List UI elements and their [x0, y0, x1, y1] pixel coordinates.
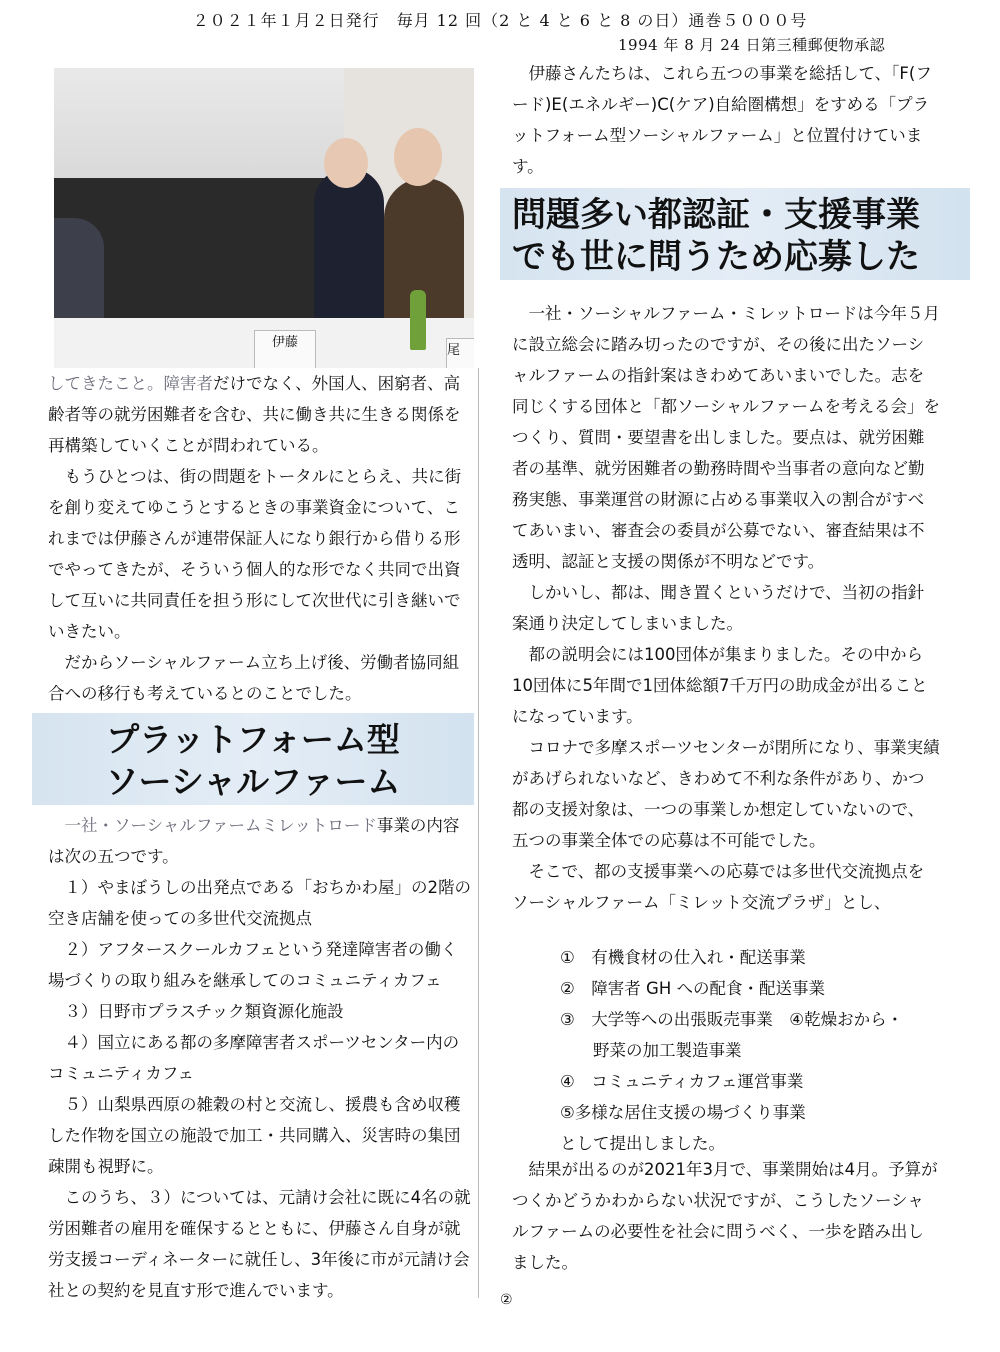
- photo-interpreter-head: [324, 138, 368, 188]
- left-paragraph-1-highlight: してきたこと。障害者: [48, 374, 213, 393]
- left-paragraph-4-text: 事業の内容は次の五つです。: [48, 816, 460, 866]
- photo-interpreter: [314, 168, 384, 338]
- business-item-4: ４）国立にある都の多摩障害者スポーツセンター内のコミュニティカフェ: [48, 1033, 460, 1083]
- right-paragraph-4: 都の説明会には100団体が集まりました。その中から10団体に5年間で1団体総額7千万円の助成金が出ることになっています。: [512, 645, 928, 726]
- meeting-photo: [54, 68, 474, 368]
- right-paragraph-3: しかいし、都は、聞き置くというだけで、当初の指針案通り決定してしまいました。: [512, 583, 925, 633]
- application-list-item: ⑤多様な居住支援の場づくり事業: [560, 1103, 806, 1122]
- column-divider: [478, 368, 479, 1298]
- left-paragraph-3: だからソーシャルファーム立ち上げ後、労働者協同組合への移行も考えているとのことでした。: [48, 653, 460, 703]
- business-item-1: １）やまぼうしの出発点である「おちかわ屋」の2階の空き店舗を使っての多世代交流拠点: [48, 878, 471, 928]
- right-paragraph-1: 伊藤さんたちは、これら五つの事業を総括して、「F(フード)E(エネルギー)C(ケア)自給圏構想」をすめる「プラットフォーム型ソーシャルファーム」と位置付けています。: [512, 64, 932, 176]
- issue-line: ２０２１年１月２日発行 毎月 12 回（2 と 4 と 6 と 8 の日）通巻５０００号: [192, 11, 808, 30]
- left-column: [48, 368, 472, 709]
- right-column-middle: [512, 298, 940, 918]
- section-heading-platform-line2: ソーシャルファーム: [105, 762, 401, 801]
- right-paragraph-6: そこで、都の支援事業への応募では多世代交流拠点をソーシャルファーム「ミレット交流プラザ」とし、: [512, 862, 925, 912]
- business-item-2: ２）アフタースクールカフェという発達障害者の働く場づくりの取り組みを継承してのコミュニティカフェ: [48, 940, 458, 990]
- photo-speaker-head: [394, 128, 442, 186]
- left-paragraph-1: [48, 368, 472, 461]
- photo-name-card-left: 伊藤: [254, 330, 316, 368]
- section-heading-certification-line1: 問題多い都認証・支援事業: [512, 195, 920, 235]
- page-number: ②: [500, 1292, 513, 1308]
- application-list-item: ② 障害者 GH への配食・配送事業: [560, 979, 825, 998]
- business-item-5: ５）山梨県西原の雑穀の村と交流し、援農も含め収穫した作物を国立の施設で加工・共同購入、災害時の集団疎開も視野に。: [48, 1095, 461, 1176]
- left-paragraph-4-highlight: 一社・ソーシャルファームミレットロード: [64, 816, 377, 835]
- right-paragraph-2: 一社・ソーシャルファーム・ミレットロードは今年５月に設立総会に踏み切ったのですが、その後に出たソーシャルファームの指針案はきわめてあいまいでした。志を同じくする団体と「都ソーシャルファームを考える会」をつくり、質問・要望書を出しました。要点は、就労困難者の基準、就労困難者の勤務時間や当事者の意向など勤務実態、事業運営の財源に占める事業収入の割合がすべてあいまい、審査会の委員が公募でない、審査結果は不透明、認証と支援の関係が不明などです。: [512, 304, 941, 571]
- business-item-3: ３）日野市プラスチック類資源化施設: [64, 1002, 344, 1021]
- application-list: [560, 942, 940, 1159]
- section-heading-platform-line1: プラットフォーム型: [106, 720, 400, 759]
- left-column-lower: [48, 810, 472, 1306]
- photo-bottle: [410, 290, 426, 350]
- section-heading-certification-line2: でも世に問うため応募した: [512, 237, 920, 277]
- right-paragraph-7: 結果が出るのが2021年3月で、事業開始は4月。予算がつくかどうかわからない状況ですが、こうしたソーシャルファームの必要性を社会に問うべく、一歩を踏み出しました。: [512, 1160, 938, 1272]
- left-paragraph-4: [48, 810, 472, 872]
- right-paragraph-5: コロナで多摩スポーツセンターが閉所になり、事業実績があげられないなど、きわめて不利な条件があり、かつ都の支援対象は、一つの事業しか想定していないので、五つの事業全体での応募は不可能でした。: [512, 738, 940, 850]
- application-list-item: ④ コミュニティカフェ運営事業: [560, 1072, 804, 1091]
- section-heading-certification: [500, 188, 970, 280]
- application-list-item: 野菜の加工製造事業: [560, 1041, 742, 1060]
- left-paragraph-1-text: だけでなく、外国人、困窮者、高齢者等の就労困難者を含む、共に働き共に生きる関係を再構築していくことが問われている。: [48, 374, 461, 455]
- application-list-item: ① 有機食材の仕入れ・配送事業: [560, 948, 806, 967]
- photo-name-card-right: 尾: [446, 338, 474, 368]
- left-paragraph-5: このうち、３）については、元請け会社に既に4名の就労困難者の雇用を確保するとともに、伊藤さん自身が就労支援コーディネーターに就任し、3年後に市が元請け会社との契約を見直す形で進んでいます。: [48, 1188, 471, 1300]
- application-list-item: として提出しました。: [560, 1134, 725, 1153]
- postal-approval-line: 1994 年 8 月 24 日第三種郵便物承認: [618, 36, 886, 54]
- section-heading-platform: [32, 713, 474, 805]
- application-list-item: ③ 大学等への出張販売事業 ④乾燥おから・: [560, 1010, 904, 1029]
- right-column-top: [512, 58, 940, 182]
- left-paragraph-2: もうひとつは、街の問題をトータルにとらえ、共に街を創り変えてゆこうとするときの事業資金について、これまでは伊藤さんが連帯保証人になり銀行から借りる形でやってきたが、そういう個人的な形でなく共同で出資して互いに共同責任を担う形にして次世代に引き継いでいきたい。: [48, 467, 462, 641]
- right-column-bottom: [512, 1154, 940, 1278]
